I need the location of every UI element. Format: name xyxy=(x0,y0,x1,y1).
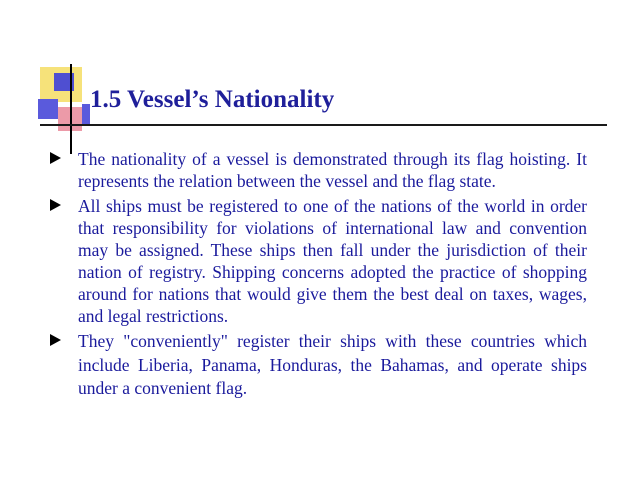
slide-title: 1.5 Vessel’s Nationality xyxy=(90,86,335,113)
bullet-list xyxy=(50,148,587,404)
bullet-arrow-icon xyxy=(50,199,61,211)
bullet-text: All ships must be registered to one of the nations of the world in order that responsibility for violations of international law and convention may be assigned. These ships then fall under the jurisdiction of their nation of registry. Shipping concerns adopted the practice of shopping around for nations that would give them the best deal on taxes, wages, and legal restrictions. xyxy=(78,196,587,326)
ornament-blue-strip xyxy=(82,104,90,126)
title-underline xyxy=(40,124,607,126)
ornament-blue-block xyxy=(38,99,58,119)
bullet-item xyxy=(50,148,587,192)
bullet-item xyxy=(50,330,587,401)
bullet-arrow-icon xyxy=(50,334,61,346)
bullet-text: The nationality of a vessel is demonstrated through its flag hoisting. It represents the relation between the vessel and the flag state. xyxy=(78,149,587,191)
ornament-vertical-line xyxy=(70,64,72,154)
bullet-text: They "conveniently" register their ships with these countries which include Liberia, Panama, Honduras, the Bahamas, and operate ships under a convenient flag. xyxy=(78,331,587,398)
bullet-item xyxy=(50,195,587,327)
bullet-arrow-icon xyxy=(50,152,61,164)
